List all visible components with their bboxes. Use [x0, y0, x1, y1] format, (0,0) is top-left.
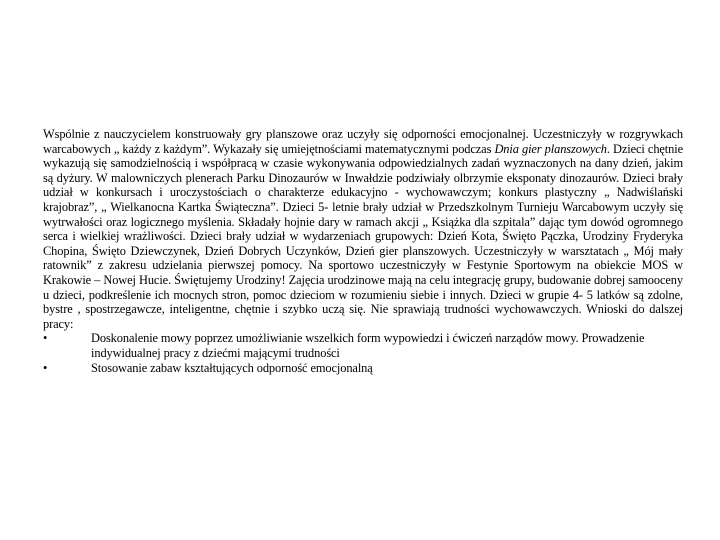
text-block — [43, 127, 683, 375]
conclusions-list — [43, 331, 683, 375]
body-paragraph — [43, 127, 683, 331]
conclusion-text: Stosowanie zabaw kształtujących odporność emocjonalną — [91, 360, 373, 375]
bullet-icon: • — [43, 331, 48, 346]
conclusion-text: Doskonalenie mowy poprzez umożliwianie wszelkich form wypowiedzi i ćwiczeń narządów mowy. Prowadzenie indywidualnej pracy z dziećmi mającymi trudności — [91, 331, 645, 360]
paragraph-text-part1: Wspólnie z nauczycielem konstruowały gry planszowe oraz uczyły się odporności emocjonalnej. Uczestniczyły w rozgrywkach warcabowych „ każdy z każdym”. Wykazały się umiejętnościami matematycznymi podczas — [43, 127, 683, 156]
conclusion-item — [43, 361, 683, 376]
paragraph-italic-text: Dnia gier planszowych — [494, 141, 607, 156]
bullet-icon: • — [43, 360, 48, 375]
conclusion-item — [43, 331, 683, 360]
paragraph-text-part2: . Dzieci chętnie wykazują się samodzielnością i współpracą w czasie wykonywania odpowiedzialnych zadań wyznaczonych na dany dzień, jakim są dyżury. W malowniczych plenerach Parku Dinozaurów w Inwałdzie podziwiały olbrzymie eksponaty dinozaurów. Dzieci brały udział w konkursach i uroczystościach o charakterze edukacyjno - wychowawczym; konkurs plastyczny „ Nadwiślański krajobraz”, „ Wielkanocna Kartka Świąteczna”. Dzieci 5- letnie brały udział w Przedszkolnym Turnieju Warcabowym uczyły się wytrwałości oraz logicznego myślenia. Składały hojnie dary w ramach akcji „ Książka dla szpitala” dając tym dowód ogromnego serca i wielkiej wrażliwości. Dzieci brały udział w wydarzeniach grupowych: Dzień Kota, Święto Pączka, Urodziny Fryderyka Chopina, Święto Dziewczynek, Dzień Dobrych Uczynków, Dzień gier planszowych. Uczestniczyły w warsztatach „ Mój mały ratownik” z zakresu udzielania pierwszej pomocy. Na sportowo uczestniczyły w Festynie Sportowym na obiekcie MOS w Krakowie – Nowej Hucie. Świętujemy Urodziny! Zajęcia urodzinowe mają na celu integrację grupy, budowanie dobrej samooceny u dzieci, podkreślenie ich mocnych stron, pomoc dzieciom w rozumieniu siebie i innych. Dzieci w grupie 4- 5 latków są zdolne, bystre , spostrzegawcze, inteligentne, chętnie i szybko uczą się. Nie sprawiają trudności wychowawczych. Wnioski do dalszej pracy: — [43, 141, 683, 331]
